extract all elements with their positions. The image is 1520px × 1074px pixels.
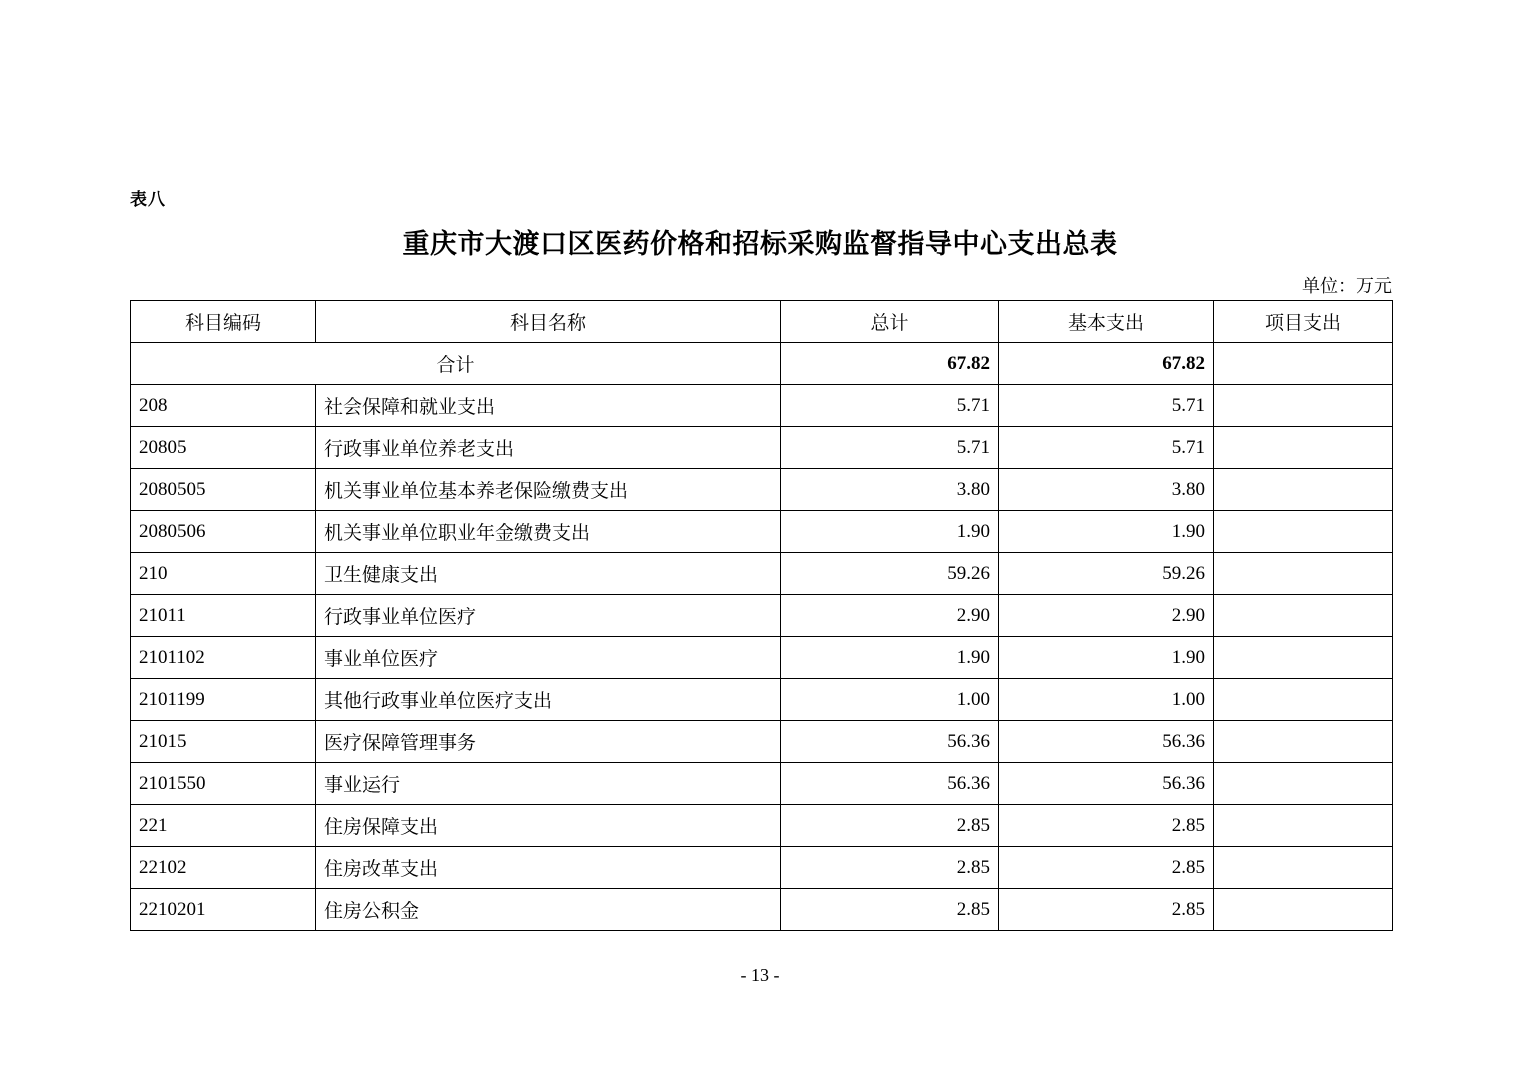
cell-subject-code: 2080506 [131,511,316,553]
table-header-row [131,301,1393,343]
cell-total: 59.26 [781,553,999,595]
summary-basic: 67.82 [999,343,1214,385]
cell-total: 56.36 [781,721,999,763]
cell-subject-name: 其他行政事业单位医疗支出 [316,679,781,721]
unit-note: 单位：万元 [1302,276,1392,296]
cell-basic-expenditure: 5.71 [999,385,1214,427]
cell-basic-expenditure: 1.90 [999,511,1214,553]
cell-subject-name: 住房公积金 [316,889,781,931]
table-row [131,805,1393,847]
cell-total: 5.71 [781,427,999,469]
cell-project-expenditure [1214,385,1393,427]
table-row [131,847,1393,889]
table-row [131,595,1393,637]
cell-total: 1.00 [781,679,999,721]
cell-total: 5.71 [781,385,999,427]
table-row [131,385,1393,427]
cell-subject-name: 事业单位医疗 [316,637,781,679]
cell-basic-expenditure: 59.26 [999,553,1214,595]
cell-subject-code: 21011 [131,595,316,637]
cell-project-expenditure [1214,427,1393,469]
cell-total: 2.85 [781,889,999,931]
table-row [131,721,1393,763]
table-body [131,343,1393,931]
summary-project [1214,343,1393,385]
cell-project-expenditure [1214,511,1393,553]
table-row [131,763,1393,805]
cell-project-expenditure [1214,721,1393,763]
cell-subject-code: 2101102 [131,637,316,679]
cell-subject-name: 机关事业单位职业年金缴费支出 [316,511,781,553]
cell-project-expenditure [1214,637,1393,679]
cell-project-expenditure [1214,805,1393,847]
table-header [131,301,1393,343]
cell-total: 56.36 [781,763,999,805]
cell-subject-name: 行政事业单位医疗 [316,595,781,637]
table-label: 表八 [130,190,166,209]
cell-total: 2.90 [781,595,999,637]
column-header-name: 科目名称 [316,301,781,343]
cell-total: 1.90 [781,511,999,553]
cell-project-expenditure [1214,679,1393,721]
table-row [131,679,1393,721]
cell-subject-code: 2210201 [131,889,316,931]
cell-basic-expenditure: 3.80 [999,469,1214,511]
cell-basic-expenditure: 2.85 [999,847,1214,889]
cell-subject-name: 住房改革支出 [316,847,781,889]
cell-project-expenditure [1214,469,1393,511]
cell-subject-code: 210 [131,553,316,595]
table-row [131,427,1393,469]
summary-label: 合计 [131,343,781,385]
cell-basic-expenditure: 56.36 [999,763,1214,805]
summary-total: 67.82 [781,343,999,385]
cell-subject-name: 住房保障支出 [316,805,781,847]
table-row [131,889,1393,931]
table-row [131,511,1393,553]
cell-project-expenditure [1214,595,1393,637]
expenditure-table [130,300,1393,931]
page-number: - 13 - [740,965,780,985]
table-row [131,553,1393,595]
table-row [131,637,1393,679]
cell-total: 2.85 [781,805,999,847]
table-row-summary [131,343,1393,385]
cell-basic-expenditure: 2.85 [999,889,1214,931]
cell-basic-expenditure: 2.85 [999,805,1214,847]
cell-basic-expenditure: 5.71 [999,427,1214,469]
cell-subject-code: 2101199 [131,679,316,721]
cell-subject-name: 行政事业单位养老支出 [316,427,781,469]
cell-subject-name: 医疗保障管理事务 [316,721,781,763]
cell-subject-code: 22102 [131,847,316,889]
cell-subject-name: 机关事业单位基本养老保险缴费支出 [316,469,781,511]
cell-subject-name: 卫生健康支出 [316,553,781,595]
cell-project-expenditure [1214,763,1393,805]
cell-subject-code: 221 [131,805,316,847]
cell-subject-code: 21015 [131,721,316,763]
cell-project-expenditure [1214,553,1393,595]
cell-subject-code: 2101550 [131,763,316,805]
cell-subject-name: 事业运行 [316,763,781,805]
column-header-project: 项目支出 [1214,301,1393,343]
cell-project-expenditure [1214,847,1393,889]
column-header-basic: 基本支出 [999,301,1214,343]
cell-total: 3.80 [781,469,999,511]
cell-subject-name: 社会保障和就业支出 [316,385,781,427]
cell-project-expenditure [1214,889,1393,931]
column-header-total: 总计 [781,301,999,343]
cell-basic-expenditure: 56.36 [999,721,1214,763]
cell-total: 1.90 [781,637,999,679]
cell-total: 2.85 [781,847,999,889]
cell-subject-code: 20805 [131,427,316,469]
cell-basic-expenditure: 1.00 [999,679,1214,721]
cell-subject-code: 2080505 [131,469,316,511]
cell-subject-code: 208 [131,385,316,427]
cell-basic-expenditure: 2.90 [999,595,1214,637]
page-title: 重庆市大渡口区医药价格和招标采购监督指导中心支出总表 [402,229,1118,259]
cell-basic-expenditure: 1.90 [999,637,1214,679]
column-header-code: 科目编码 [131,301,316,343]
table-row [131,469,1393,511]
